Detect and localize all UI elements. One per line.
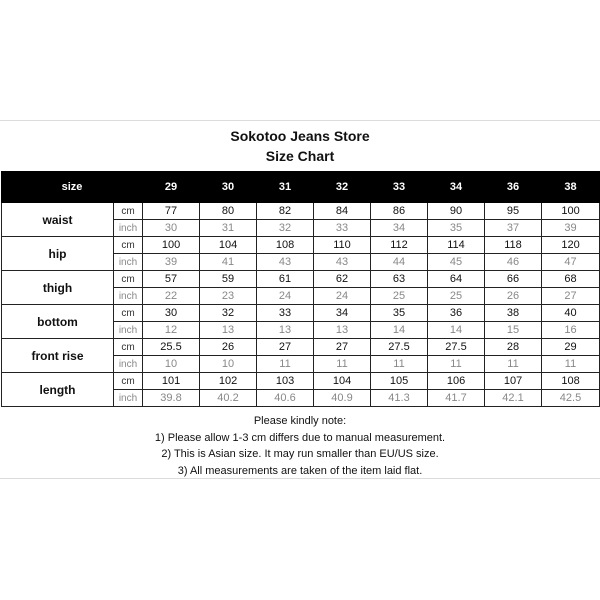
cell-front-rise-inch: 11 bbox=[371, 356, 428, 373]
row-label-front-rise: front rise bbox=[2, 339, 114, 373]
cell-bottom-inch: 13 bbox=[257, 322, 314, 339]
cell-length-cm: 103 bbox=[257, 373, 314, 390]
cell-length-inch: 41.3 bbox=[371, 390, 428, 407]
cell-length-inch: 42.5 bbox=[542, 390, 600, 407]
cell-waist-inch: 39 bbox=[542, 220, 600, 237]
cell-waist-cm: 90 bbox=[428, 203, 485, 220]
store-title: Sokotoo Jeans Store bbox=[230, 128, 370, 144]
cell-thigh-cm: 68 bbox=[542, 271, 600, 288]
cell-hip-inch: 44 bbox=[371, 254, 428, 271]
size-table bbox=[1, 171, 600, 407]
cell-waist-inch: 30 bbox=[143, 220, 200, 237]
cell-thigh-cm: 64 bbox=[428, 271, 485, 288]
table-header bbox=[2, 172, 600, 203]
cell-bottom-cm: 30 bbox=[143, 305, 200, 322]
cell-front-rise-inch: 11 bbox=[542, 356, 600, 373]
cell-front-rise-inch: 10 bbox=[143, 356, 200, 373]
cell-waist-cm: 82 bbox=[257, 203, 314, 220]
table-row-hip-cm bbox=[2, 237, 600, 254]
cell-length-inch: 40.6 bbox=[257, 390, 314, 407]
table-row-front-rise-cm bbox=[2, 339, 600, 356]
cell-front-rise-inch: 11 bbox=[485, 356, 542, 373]
cell-length-cm: 105 bbox=[371, 373, 428, 390]
cell-waist-inch: 34 bbox=[371, 220, 428, 237]
size-column-header: 31 bbox=[257, 172, 314, 203]
size-column-header: 30 bbox=[200, 172, 257, 203]
table-row-bottom-cm bbox=[2, 305, 600, 322]
cell-thigh-inch: 26 bbox=[485, 288, 542, 305]
notes-section bbox=[0, 413, 600, 479]
table-row-thigh-cm bbox=[2, 271, 600, 288]
cell-bottom-inch: 13 bbox=[200, 322, 257, 339]
cell-hip-cm: 100 bbox=[143, 237, 200, 254]
cell-hip-inch: 43 bbox=[257, 254, 314, 271]
cell-waist-cm: 84 bbox=[314, 203, 371, 220]
header-row bbox=[2, 172, 600, 203]
cell-front-rise-cm: 28 bbox=[485, 339, 542, 356]
table-body bbox=[2, 203, 600, 407]
size-header: size bbox=[2, 172, 143, 203]
cell-waist-inch: 33 bbox=[314, 220, 371, 237]
cell-thigh-cm: 61 bbox=[257, 271, 314, 288]
cell-hip-inch: 45 bbox=[428, 254, 485, 271]
unit-label-inch: inch bbox=[114, 356, 143, 373]
unit-label-inch: inch bbox=[114, 288, 143, 305]
cell-length-inch: 40.2 bbox=[200, 390, 257, 407]
cell-thigh-inch: 27 bbox=[542, 288, 600, 305]
unit-label-cm: cm bbox=[114, 237, 143, 254]
cell-bottom-inch: 13 bbox=[314, 322, 371, 339]
cell-bottom-cm: 34 bbox=[314, 305, 371, 322]
cell-waist-cm: 80 bbox=[200, 203, 257, 220]
cell-front-rise-inch: 11 bbox=[314, 356, 371, 373]
chart-title: Size Chart bbox=[265, 148, 335, 164]
note-item: 2) This is Asian size. It may run smaller than EU/US size. bbox=[161, 448, 439, 460]
cell-hip-cm: 114 bbox=[428, 237, 485, 254]
cell-thigh-inch: 23 bbox=[200, 288, 257, 305]
cell-thigh-cm: 66 bbox=[485, 271, 542, 288]
cell-length-inch: 41.7 bbox=[428, 390, 485, 407]
size-column-header: 36 bbox=[485, 172, 542, 203]
cell-front-rise-cm: 27.5 bbox=[371, 339, 428, 356]
cell-front-rise-cm: 26 bbox=[200, 339, 257, 356]
cell-thigh-inch: 25 bbox=[371, 288, 428, 305]
size-column-header: 32 bbox=[314, 172, 371, 203]
cell-bottom-inch: 12 bbox=[143, 322, 200, 339]
cell-thigh-cm: 63 bbox=[371, 271, 428, 288]
row-label-thigh: thigh bbox=[2, 271, 114, 305]
cell-front-rise-cm: 27 bbox=[314, 339, 371, 356]
unit-label-cm: cm bbox=[114, 305, 143, 322]
note-item: 3) All measurements are taken of the item laid flat. bbox=[177, 464, 423, 477]
cell-length-inch: 42.1 bbox=[485, 390, 542, 407]
cell-length-cm: 101 bbox=[143, 373, 200, 390]
cell-length-cm: 106 bbox=[428, 373, 485, 390]
cell-waist-inch: 32 bbox=[257, 220, 314, 237]
cell-front-rise-inch: 11 bbox=[428, 356, 485, 373]
unit-label-cm: cm bbox=[114, 271, 143, 288]
table-row-length-cm bbox=[2, 373, 600, 390]
size-column-header: 29 bbox=[143, 172, 200, 203]
cell-waist-cm: 86 bbox=[371, 203, 428, 220]
cell-waist-inch: 31 bbox=[200, 220, 257, 237]
cell-bottom-cm: 38 bbox=[485, 305, 542, 322]
cell-waist-cm: 95 bbox=[485, 203, 542, 220]
cell-front-rise-cm: 27 bbox=[257, 339, 314, 356]
cell-waist-cm: 77 bbox=[143, 203, 200, 220]
cell-thigh-cm: 59 bbox=[200, 271, 257, 288]
cell-bottom-cm: 35 bbox=[371, 305, 428, 322]
cell-length-inch: 39.8 bbox=[143, 390, 200, 407]
note-item: 1) Please allow 1-3 cm differs due to manual measurement. bbox=[154, 431, 446, 444]
cell-hip-cm: 108 bbox=[257, 237, 314, 254]
unit-label-inch: inch bbox=[114, 390, 143, 407]
unit-label-inch: inch bbox=[114, 220, 143, 237]
cell-front-rise-inch: 11 bbox=[257, 356, 314, 373]
cell-front-rise-cm: 25.5 bbox=[143, 339, 200, 356]
cell-hip-cm: 118 bbox=[485, 237, 542, 254]
cell-hip-inch: 46 bbox=[485, 254, 542, 271]
cell-front-rise-inch: 10 bbox=[200, 356, 257, 373]
cell-waist-cm: 100 bbox=[542, 203, 600, 220]
cell-thigh-inch: 24 bbox=[257, 288, 314, 305]
cell-thigh-inch: 25 bbox=[428, 288, 485, 305]
cell-length-cm: 104 bbox=[314, 373, 371, 390]
cell-bottom-cm: 32 bbox=[200, 305, 257, 322]
unit-label-cm: cm bbox=[114, 203, 143, 220]
cell-bottom-inch: 15 bbox=[485, 322, 542, 339]
cell-length-cm: 102 bbox=[200, 373, 257, 390]
cell-thigh-inch: 22 bbox=[143, 288, 200, 305]
cell-hip-inch: 39 bbox=[143, 254, 200, 271]
cell-hip-inch: 47 bbox=[542, 254, 600, 271]
row-label-hip: hip bbox=[2, 237, 114, 271]
cell-thigh-cm: 62 bbox=[314, 271, 371, 288]
cell-bottom-cm: 33 bbox=[257, 305, 314, 322]
unit-label-cm: cm bbox=[114, 339, 143, 356]
unit-label-inch: inch bbox=[114, 322, 143, 339]
cell-length-inch: 40.9 bbox=[314, 390, 371, 407]
notes-heading: Please kindly note: bbox=[253, 415, 347, 427]
cell-length-cm: 107 bbox=[485, 373, 542, 390]
size-column-header: 34 bbox=[428, 172, 485, 203]
cell-hip-cm: 120 bbox=[542, 237, 600, 254]
cell-front-rise-cm: 27.5 bbox=[428, 339, 485, 356]
cell-hip-cm: 104 bbox=[200, 237, 257, 254]
row-label-length: length bbox=[2, 373, 114, 407]
unit-label-cm: cm bbox=[114, 373, 143, 390]
size-column-header: 33 bbox=[371, 172, 428, 203]
cell-thigh-inch: 24 bbox=[314, 288, 371, 305]
size-column-header: 38 bbox=[542, 172, 600, 203]
row-label-waist: waist bbox=[2, 203, 114, 237]
cell-bottom-inch: 14 bbox=[428, 322, 485, 339]
unit-label-inch: inch bbox=[114, 254, 143, 271]
cell-hip-inch: 41 bbox=[200, 254, 257, 271]
cell-bottom-inch: 16 bbox=[542, 322, 600, 339]
row-label-bottom: bottom bbox=[2, 305, 114, 339]
cell-hip-inch: 43 bbox=[314, 254, 371, 271]
cell-thigh-cm: 57 bbox=[143, 271, 200, 288]
cell-front-rise-cm: 29 bbox=[542, 339, 600, 356]
cell-waist-inch: 37 bbox=[485, 220, 542, 237]
cell-length-cm: 108 bbox=[542, 373, 600, 390]
cell-hip-cm: 110 bbox=[314, 237, 371, 254]
cell-bottom-inch: 14 bbox=[371, 322, 428, 339]
cell-hip-cm: 112 bbox=[371, 237, 428, 254]
table-row-waist-cm bbox=[2, 203, 600, 220]
cell-waist-inch: 35 bbox=[428, 220, 485, 237]
cell-bottom-cm: 36 bbox=[428, 305, 485, 322]
cell-bottom-cm: 40 bbox=[542, 305, 600, 322]
